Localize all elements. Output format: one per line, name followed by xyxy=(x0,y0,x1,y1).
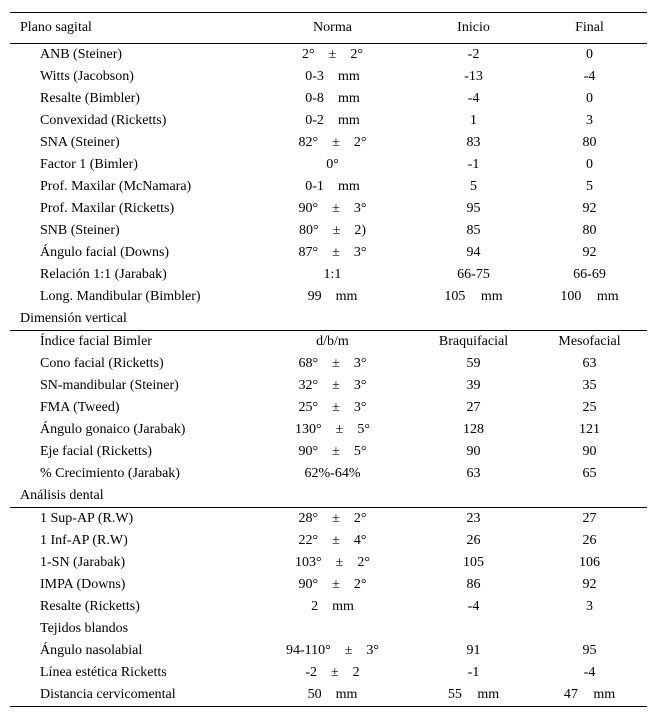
row-final: 3 xyxy=(586,113,593,128)
norm-part: ± xyxy=(332,533,340,548)
row-final: 26 xyxy=(582,533,597,548)
norm-part: ± xyxy=(335,422,344,437)
row-final: 106 xyxy=(579,555,600,570)
table-row xyxy=(10,375,647,397)
norm-part: 2° xyxy=(357,555,370,570)
norm-part: 2° xyxy=(302,47,315,62)
table-row xyxy=(10,530,647,552)
norm-part: 99 xyxy=(307,289,322,304)
row-norm xyxy=(250,530,415,552)
table-row xyxy=(10,662,647,684)
norm-part: 90° xyxy=(298,577,319,592)
row-norm xyxy=(250,242,415,264)
row-label: Distancia cervicomental xyxy=(10,684,250,707)
row-label: SNB (Steiner) xyxy=(40,223,120,238)
table-row xyxy=(10,110,647,132)
row-final: 27 xyxy=(532,508,647,531)
table-row xyxy=(10,66,647,88)
row-final: 66-69 xyxy=(573,267,606,282)
header-norma: Norma xyxy=(250,13,415,44)
row-label: Tejidos blandos xyxy=(40,621,129,636)
row-final: 47 mm xyxy=(532,684,647,707)
vertical-header-dbm: d/b/m xyxy=(250,331,415,354)
norm-part: 32° xyxy=(298,378,319,393)
row-label: Resalte (Ricketts) xyxy=(40,599,140,614)
row-label: Factor 1 (Bimler) xyxy=(40,157,138,172)
row-label: 1 Sup-AP (R.W) xyxy=(10,508,250,531)
table-row xyxy=(10,618,647,640)
row-label: Prof. Maxilar (Ricketts) xyxy=(40,201,175,216)
norm-part: 2° xyxy=(353,511,367,526)
row-label: Resalte (Bimbler) xyxy=(40,91,140,106)
row-norm xyxy=(250,596,415,618)
norm-part: 90° xyxy=(298,201,319,216)
row-norm xyxy=(250,618,415,640)
row-label: Cono facial (Ricketts) xyxy=(40,356,164,371)
table-row xyxy=(10,198,647,220)
row-label: Ángulo gonaico (Jarabak) xyxy=(40,422,186,437)
row-norm xyxy=(250,66,415,88)
norm-part: 0° xyxy=(326,157,339,172)
row-inicio: 128 xyxy=(463,422,484,437)
norm-part: 82° xyxy=(298,135,319,150)
cephalometric-table xyxy=(10,12,647,707)
table-row xyxy=(10,242,647,264)
row-final: 25 xyxy=(582,400,597,415)
row-norm xyxy=(250,286,415,308)
norm-part: -2 xyxy=(305,665,317,680)
table-row xyxy=(10,441,647,463)
norm-part: mm xyxy=(337,179,360,194)
row-norm xyxy=(250,419,415,441)
row-inicio: 66-75 xyxy=(457,267,490,282)
table-row xyxy=(10,44,647,67)
row-inicio: 95 xyxy=(466,201,481,216)
row-inicio: 59 xyxy=(466,356,481,371)
row-norm xyxy=(250,154,415,176)
vertical-header-indice: Índice facial Bimler xyxy=(10,331,250,354)
table-row xyxy=(10,508,647,531)
norm-part: 2) xyxy=(354,223,366,238)
row-final: 95 xyxy=(582,643,597,658)
row-final: 65 xyxy=(582,466,597,481)
row-norm xyxy=(250,44,415,67)
norm-part: ± xyxy=(332,223,341,238)
row-inicio: 86 xyxy=(466,577,481,592)
row-norm xyxy=(250,552,415,574)
row-label: SNA (Steiner) xyxy=(40,135,120,150)
row-final: 35 xyxy=(582,378,597,393)
row-inicio: -4 xyxy=(467,599,480,614)
table-row xyxy=(10,264,647,286)
row-label: Ángulo facial (Downs) xyxy=(40,245,170,260)
row-inicio: 83 xyxy=(466,135,481,150)
norm-part: 3° xyxy=(353,245,367,260)
row-norm xyxy=(250,132,415,154)
row-final: 63 xyxy=(582,356,597,371)
row-label: SN-mandibular (Steiner) xyxy=(40,378,179,393)
row-final: 92 xyxy=(582,201,597,216)
norm-part: ± xyxy=(332,444,340,459)
row-label: Long. Mandibular (Bimbler) xyxy=(40,289,201,304)
table-row xyxy=(10,220,647,242)
row-norm xyxy=(250,110,415,132)
norm-part: ± xyxy=(332,400,340,415)
norm-part: 90° xyxy=(298,444,319,459)
vertical-header-mesofacial: Mesofacial xyxy=(532,331,647,354)
table-row xyxy=(10,574,647,596)
row-final: 0 xyxy=(532,44,647,67)
row-inicio: 90 xyxy=(466,444,481,459)
row-label: Ángulo nasolabial xyxy=(40,643,143,658)
row-final: 121 xyxy=(579,422,600,437)
norm-part: 87° xyxy=(298,245,319,260)
row-inicio: 85 xyxy=(466,223,481,238)
norm-part: 80° xyxy=(299,223,319,238)
row-inicio: -13 xyxy=(464,69,483,84)
norm-part: 22° xyxy=(298,533,319,548)
norm-part: 68° xyxy=(298,356,319,371)
norm-part: mm xyxy=(335,687,358,702)
norm-part: 4° xyxy=(353,533,367,548)
row-final: 80 xyxy=(582,223,597,238)
table-row xyxy=(10,419,647,441)
norm-part: 3° xyxy=(353,201,367,216)
row-norm xyxy=(250,463,415,485)
row-final: 3 xyxy=(586,599,593,614)
row-inicio: -1 xyxy=(467,665,480,680)
norm-part: 0-8 xyxy=(305,91,324,106)
norm-part: ± xyxy=(330,665,339,680)
norm-part: 2° xyxy=(353,577,367,592)
norm-part: 130° xyxy=(295,422,322,437)
row-label: Witts (Jacobson) xyxy=(40,69,134,84)
row-norm xyxy=(250,684,415,707)
row-final: -4 xyxy=(583,69,596,84)
norm-part: 25° xyxy=(298,400,319,415)
row-inicio xyxy=(415,618,532,640)
norm-part: 5° xyxy=(357,422,370,437)
row-inicio: 26 xyxy=(466,533,481,548)
norm-part: 0-3 xyxy=(305,69,324,84)
header-final: Final xyxy=(532,13,647,44)
table-row xyxy=(10,132,647,154)
row-norm xyxy=(250,574,415,596)
norm-part: 1:1 xyxy=(323,267,342,282)
norm-part: 50 xyxy=(307,687,322,702)
norm-part: 2° xyxy=(353,135,367,150)
row-norm xyxy=(250,662,415,684)
row-final: 0 xyxy=(586,157,593,172)
row-norm xyxy=(250,264,415,286)
row-final: 100 mm xyxy=(560,289,619,304)
row-inicio: 55 mm xyxy=(415,684,532,707)
norm-part: 3° xyxy=(353,356,367,371)
row-inicio: 5 xyxy=(470,179,477,194)
row-label: 1 Inf-AP (R.W) xyxy=(40,533,128,548)
norm-part: 28° xyxy=(298,511,319,526)
section-dimension-vertical-title: Dimensión vertical xyxy=(20,311,127,326)
row-norm xyxy=(250,640,415,662)
table-row xyxy=(10,640,647,662)
table-row xyxy=(10,596,647,618)
row-label: % Crecimiento (Jarabak) xyxy=(40,466,180,481)
row-final: 92 xyxy=(582,245,597,260)
table-row xyxy=(10,88,647,110)
row-label: 1-SN (Jarabak) xyxy=(40,555,126,570)
table-row xyxy=(10,552,647,574)
norm-part: 62%-64% xyxy=(304,466,361,481)
norm-part: mm xyxy=(332,599,354,614)
row-final: -4 xyxy=(583,665,596,680)
row-inicio: 63 xyxy=(466,466,481,481)
norm-part: ± xyxy=(332,378,340,393)
row-label: IMPA (Downs) xyxy=(40,577,126,592)
section-analisis-dental xyxy=(10,485,647,508)
row-inicio: -2 xyxy=(415,44,532,67)
norm-part: mm xyxy=(335,289,358,304)
norm-part: 2° xyxy=(350,47,363,62)
row-norm xyxy=(250,88,415,110)
table-row xyxy=(10,286,647,308)
norm-part: ± xyxy=(344,643,353,658)
norm-part: ± xyxy=(332,356,340,371)
norm-part: mm xyxy=(337,113,360,128)
row-inicio: 1 xyxy=(470,113,477,128)
norm-part: ± xyxy=(328,47,337,62)
row-inicio: 23 xyxy=(415,508,532,531)
row-final: 90 xyxy=(582,444,597,459)
norm-part: ± xyxy=(335,555,344,570)
norm-part: ± xyxy=(332,577,340,592)
row-inicio: 105 xyxy=(463,555,484,570)
norm-part: ± xyxy=(332,201,340,216)
section-dimension-vertical xyxy=(10,308,647,331)
header-plano-sagital: Plano sagital xyxy=(10,13,250,44)
row-inicio: -1 xyxy=(467,157,480,172)
row-final: 92 xyxy=(582,577,597,592)
table-row xyxy=(10,397,647,419)
table-row xyxy=(10,353,647,375)
table-row xyxy=(10,176,647,198)
row-inicio: 94 xyxy=(466,245,481,260)
row-label: FMA (Tweed) xyxy=(40,400,120,415)
row-inicio: 105 mm xyxy=(444,289,503,304)
row-inicio: 27 xyxy=(466,400,481,415)
section-analisis-dental-title: Análisis dental xyxy=(20,488,104,503)
row-final: 5 xyxy=(586,179,593,194)
norm-part: mm xyxy=(337,91,360,106)
norm-part: ± xyxy=(332,245,340,260)
row-label: Convexidad (Ricketts) xyxy=(40,113,167,128)
row-inicio: -4 xyxy=(467,91,480,106)
row-final: 80 xyxy=(582,135,597,150)
row-inicio: 91 xyxy=(466,643,481,658)
table-row xyxy=(10,154,647,176)
norm-part: ± xyxy=(332,511,340,526)
row-label: Línea estética Ricketts xyxy=(40,665,167,680)
row-final: 0 xyxy=(586,91,593,106)
row-norm xyxy=(250,508,415,531)
norm-part: 5° xyxy=(353,444,367,459)
vertical-header-row xyxy=(10,331,647,354)
row-label: Prof. Maxilar (McNamara) xyxy=(40,179,192,194)
norm-part: 3° xyxy=(353,378,367,393)
row-norm xyxy=(250,375,415,397)
row-final xyxy=(532,618,647,640)
row-label: Eje facial (Ricketts) xyxy=(40,444,152,459)
norm-part: 0-2 xyxy=(305,113,324,128)
norm-part: 3° xyxy=(353,400,367,415)
row-inicio: 39 xyxy=(466,378,481,393)
row-norm xyxy=(250,353,415,375)
norm-part: 94-110° xyxy=(285,643,331,658)
header-inicio: Inicio xyxy=(415,13,532,44)
norm-part: mm xyxy=(337,69,360,84)
norm-part: 3° xyxy=(366,643,380,658)
table-row xyxy=(10,684,647,707)
norm-part: 103° xyxy=(295,555,322,570)
table-row xyxy=(10,463,647,485)
vertical-header-braquifacial: Braquifacial xyxy=(415,331,532,354)
row-norm xyxy=(250,176,415,198)
norm-part: 2 xyxy=(311,599,319,614)
row-label: Relación 1:1 (Jarabak) xyxy=(40,267,167,282)
row-norm xyxy=(250,441,415,463)
row-norm xyxy=(250,220,415,242)
row-norm xyxy=(250,397,415,419)
table-header-row xyxy=(10,13,647,44)
norm-part: ± xyxy=(332,135,340,150)
norm-part: 0-1 xyxy=(305,179,324,194)
row-norm xyxy=(250,198,415,220)
row-label: ANB (Steiner) xyxy=(10,44,250,67)
norm-part: 2 xyxy=(352,665,360,680)
